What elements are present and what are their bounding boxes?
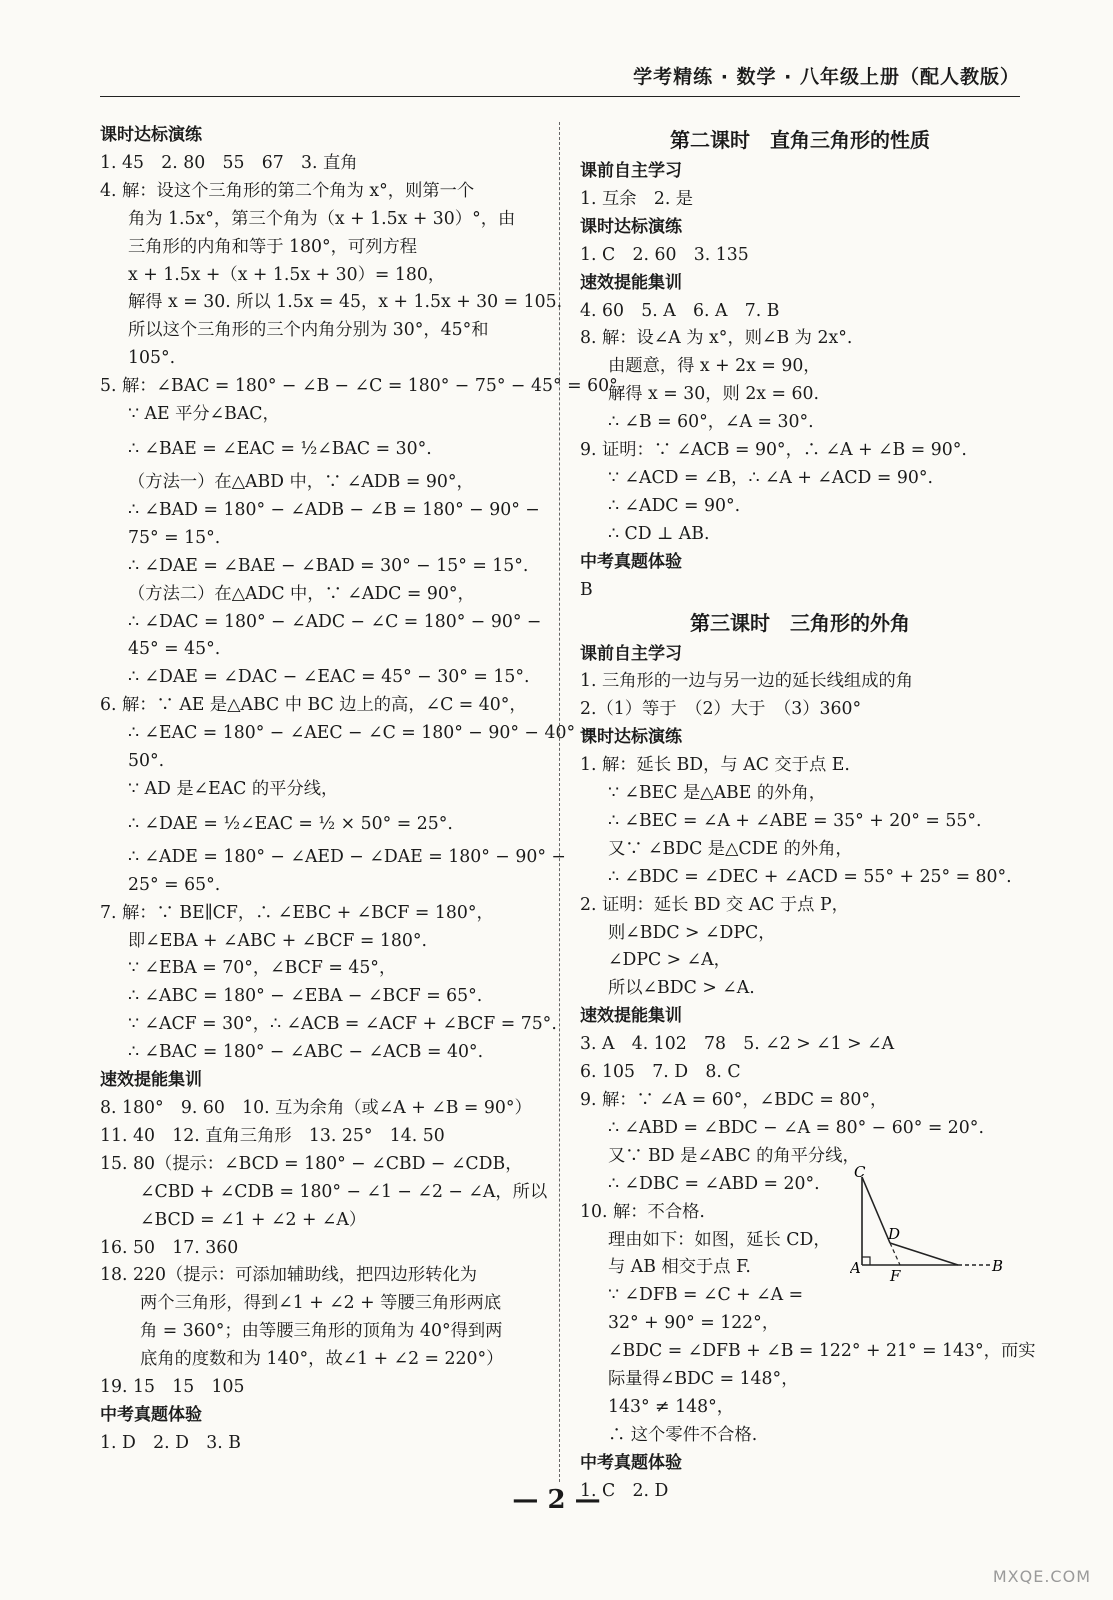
answer-line: 又∵ ∠BDC 是△CDE 的外角， [608,838,853,859]
column-divider [559,122,560,1482]
left-column [100,122,624,1458]
answer-line: x + 1.5x +（x + 1.5x + 30）= 180， [128,264,446,285]
answer-line: 143° ≠ 148°， [608,1396,734,1417]
answer-line: 2. 证明：延长 BD 交 AC 于点 P， [580,894,849,915]
answer-line: ∴ CD ⊥ AB. [608,523,710,544]
answer-line: ∵ ∠BEC 是△ABE 的外角， [608,783,826,804]
answer-line: ∴ ∠ADC = 90°. [608,495,741,516]
answer-line: 3. A 4. 102 78 5. ∠2 > ∠1 > ∠A [580,1034,895,1055]
answer-line: ∵ ∠ACD = ∠B，∴ ∠A + ∠ACD = 90°. [608,467,933,488]
watermark: MXQE.COM [992,1567,1091,1586]
lesson-title: 第二课时 直角三角形的性质 [670,128,930,152]
answer-line: 两个三角形，得到∠1 + ∠2 + 等腰三角形两底 [140,1293,502,1314]
answer-line: 2.（1）等于 （2）大于 （3）360° [580,699,862,720]
answer-line: 18. 220（提示：可添加辅助线，把四边形转化为 [100,1265,478,1286]
page-number: — 2 — [512,1485,601,1515]
answer-line: 9. 解：∵ ∠A = 60°，∠BDC = 80°， [580,1090,888,1110]
answer-line: 三角形的内角和等于 180°，可列方程 [128,236,418,257]
answer-line: ∴ ∠B = 60°，∠A = 30°. [608,412,814,433]
answer-line: ∴ ∠DBC = ∠ABD = 20°. [608,1173,820,1194]
answer-line: 1. 互余 2. 是 [580,188,694,209]
answer-line: 6. 解：∵ AE 是△ABC 中 BC 边上的高，∠C = 40°， [100,695,527,716]
section-heading: 课时达标演练 [100,125,202,145]
section-heading: 速效提能集训 [580,272,682,293]
section-heading: 课时达标演练 [580,216,682,237]
answer-line: 1. C 2. D [580,1480,669,1501]
label-b: B [992,1257,1004,1275]
label-a: A [850,1259,861,1277]
answer-line: 4. 解：设这个三角形的第二个角为 x°，则第一个 [100,180,475,201]
answer-line: 16. 50 17. 360 [100,1237,239,1258]
answer-line: （方法二）在△ADC 中，∵ ∠ADC = 90°， [128,583,475,604]
answer-line: 6. 105 7. D 8. C [580,1062,741,1083]
answer-line: ∴ ∠BAC = 180° − ∠ABC − ∠ACB = 40°. [128,1042,484,1063]
answer-line: 8. 解：设∠A 为 x°，则∠B 为 2x°. [580,328,853,349]
answer-line: ∴ ∠BAE = ∠EAC = ½∠BAC = 30°. [128,438,432,459]
section-heading: 中考真题体验 [580,1452,682,1473]
answer-line: 11. 40 12. 直角三角形 13. 25° 14. 50 [100,1125,445,1146]
answer-line: ∴ ∠BDC = ∠DEC + ∠ACD = 55° + 25° = 80°. [608,866,1012,887]
answer-line: ∴ ∠EAC = 180° − ∠AEC − ∠C = 180° − 90° − 40° = [128,723,596,744]
answer-line: ∴ ∠BEC = ∠A + ∠ABE = 35° + 20° = 55°. [608,810,982,831]
answer-line: 1. 解：延长 BD，与 AC 交于点 E. [580,755,850,776]
answer-line: 9. 证明：∵ ∠ACB = 90°，∴ ∠A + ∠B = 90°. [580,440,967,461]
answer-line: 解得 x = 30. 所以 1.5x = 45，x + 1.5x + 30 = 105. [128,292,563,313]
answer-line: 8. 180° 9. 60 10. 互为余角（或∠A + ∠B = 90°） [100,1098,532,1118]
answer-line: ∴ ∠BAD = 180° − ∠ADB − ∠B = 180° − 90° − [128,499,540,520]
answer-line: 1. C 2. 60 3. 135 [580,244,749,265]
answer-line: 则∠BDC > ∠DPC， [608,922,776,943]
answer-line: 际量得∠BDC = 148°， [608,1369,799,1390]
lesson-title: 第三课时 三角形的外角 [690,610,910,635]
answer-line: 又∵ BD 是∠ABC 的角平分线， [608,1145,860,1166]
section-heading: 课时达标演练 [580,727,682,748]
answer-line: ∵ ∠EBA = 70°，∠BCF = 45°， [128,958,397,979]
answer-line: 75° = 15°. [128,527,221,548]
answer-line: B [580,579,593,600]
answer-line: 5. 解：∠BAC = 180° − ∠B − ∠C = 180° − 75° − 45° = 60°. [100,376,624,397]
answer-line: 1. 三角形的一边与另一边的延长线组成的角 [580,671,914,692]
answer-line: 角 = 360°；由等腰三角形的顶角为 40°得到两 [140,1321,503,1342]
answer-line: 由题意，得 x + 2x = 90， [608,356,821,377]
answer-line: ∴ 这个零件不合格. [608,1424,758,1445]
answer-line: 15. 80（提示：∠BCD = 180° − ∠CBD − ∠CDB， [100,1153,523,1174]
answer-line: ∵ AD 是∠EAC 的平分线， [128,778,339,799]
answer-line: 与 AB 相交于点 F. [608,1257,751,1278]
answer-line: 10. 解：不合格. [580,1201,705,1222]
label-f: F [890,1267,901,1285]
answer-line: 50°. [128,751,165,772]
triangle-diagram [850,1165,1010,1295]
answer-line: 所以这个三角形的三个内角分别为 30°，45°和 [128,320,489,341]
answer-line: ∴ ∠DAE = ∠DAC − ∠EAC = 45° − 30° = 15°. [128,667,530,688]
answer-line: （方法一）在△ABD 中，∵ ∠ADB = 90°， [128,471,474,492]
label-c: C [854,1165,866,1181]
answer-line: ∵ AE 平分∠BAC， [128,404,280,425]
right-column [580,122,1036,1506]
answer-line: ∴ ∠DAE = ∠BAE − ∠BAD = 30° − 15° = 15°. [128,555,529,576]
answer-line: 理由如下：如图，延长 CD， [608,1229,831,1250]
answer-line: ∴ ∠DAE = ½∠EAC = ½ × 50° = 25°. [128,813,453,834]
label-d: D [888,1225,901,1243]
answer-line: 105°. [128,348,176,369]
answer-line: 1. D 2. D 3. B [100,1432,241,1453]
answer-line: ∴ ∠ABD = ∠BDC − ∠A = 80° − 60° = 20°. [608,1117,984,1138]
answer-line: ∵ ∠ACF = 30°，∴ ∠ACB = ∠ACF + ∠BCF = 75°. [128,1014,557,1035]
answer-line: 25° = 65°. [128,874,221,895]
answer-line: 32° + 90° = 122°， [608,1313,780,1334]
answer-line: 底角的度数和为 140°，故∠1 + ∠2 = 220°） [140,1349,504,1370]
answer-line: 1. 45 2. 80 55 67 3. 直角 [100,152,358,173]
header-rule [100,96,1020,97]
section-heading: 中考真题体验 [580,551,682,572]
answer-line: 4. 60 5. A 6. A 7. B [580,300,780,321]
answer-line: 45° = 45°. [128,639,221,660]
page-header: 学考精练 · 数学 · 八年级上册（配人教版） [633,66,1020,88]
answer-line: ∠CBD + ∠CDB = 180° − ∠1 − ∠2 − ∠A，所以 [140,1181,548,1202]
answer-line: ∴ ∠DAC = 180° − ∠ADC − ∠C = 180° − 90° − [128,611,542,632]
answer-line: 角为 1.5x°，第三个角为（x + 1.5x + 30）°，由 [128,208,516,229]
section-heading: 课前自主学习 [580,161,682,181]
answer-line: ∴ ∠ADE = 180° − ∠AED − ∠DAE = 180° − 90° − [128,846,566,867]
answer-line: 所以∠BDC > ∠A. [608,978,755,999]
section-heading: 中考真题体验 [100,1404,202,1425]
answer-line: ∵ ∠DFB = ∠C + ∠A = [608,1285,804,1306]
answer-line: ∠BCD = ∠1 + ∠2 + ∠A） [140,1209,367,1230]
section-heading: 速效提能集训 [100,1070,202,1091]
answer-line: 解得 x = 30，则 2x = 60. [608,384,820,405]
answer-line: ∠DPC > ∠A， [608,950,731,971]
answer-line: ∠BDC = ∠DFB + ∠B = 122° + 21° = 143°，而实 [608,1341,1036,1362]
section-heading: 速效提能集训 [580,1006,682,1027]
answer-line: 19. 15 15 105 [100,1377,245,1398]
answer-line: 7. 解：∵ BE∥CF，∴ ∠EBC + ∠BCF = 180°， [100,902,494,923]
answer-line: 即∠EBA + ∠ABC + ∠BCF = 180°. [128,930,427,951]
section-heading: 课前自主学习 [580,643,682,664]
answer-line: ∴ ∠ABC = 180° − ∠EBA − ∠BCF = 65°. [128,986,483,1007]
